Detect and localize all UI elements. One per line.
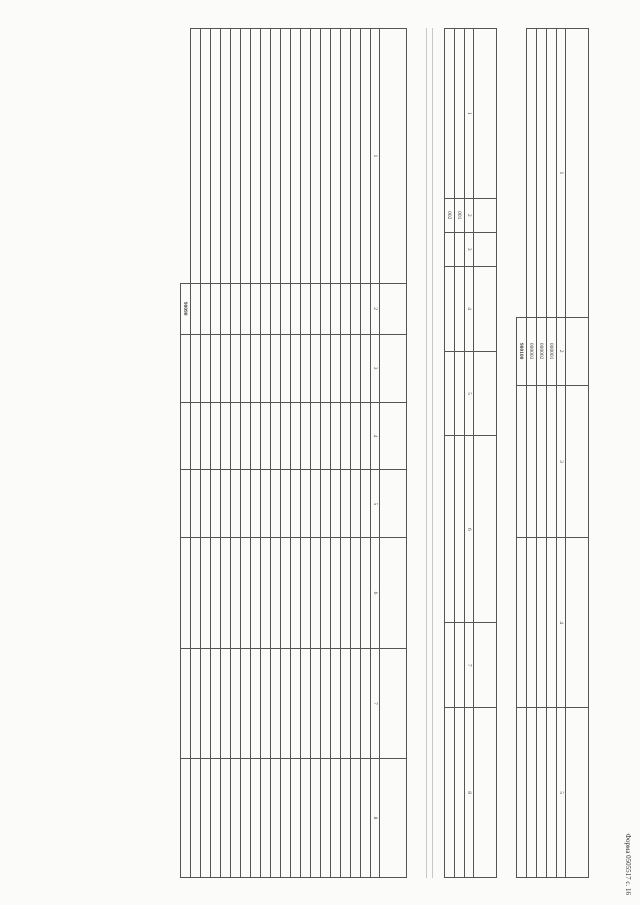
value-cell: [301, 538, 311, 648]
header-cell: [380, 402, 407, 470]
header-cell: [380, 538, 407, 648]
table-row: [261, 29, 271, 878]
value-cell: [261, 538, 271, 648]
row-code: 000002: [537, 317, 547, 385]
value-cell: [331, 334, 341, 402]
col-number: 8: [465, 708, 474, 878]
row-code: [311, 283, 321, 334]
row-code: [351, 283, 361, 334]
value-cell: [341, 648, 351, 758]
col-number: 4: [371, 402, 380, 470]
value-cell: [281, 334, 291, 402]
value-cell: [351, 648, 361, 758]
value-cell: [181, 538, 191, 648]
value-cell: [251, 759, 261, 878]
form-body: [172, 28, 600, 878]
row-name-cell: [321, 29, 331, 284]
header-cell: [380, 334, 407, 402]
table-row: [211, 29, 221, 878]
table-row: [221, 29, 231, 878]
value-cell: [361, 648, 371, 758]
header-cell: [474, 29, 497, 199]
value-cell: [251, 334, 261, 402]
value-cell: [261, 470, 271, 538]
row-code: [191, 283, 201, 334]
row-code: [361, 283, 371, 334]
value-cell: [351, 334, 361, 402]
section-5-5-table: [516, 28, 589, 878]
value-cell: [361, 334, 371, 402]
row-code: [321, 283, 331, 334]
value-cell: [281, 759, 291, 878]
value-cell: [231, 470, 241, 538]
value-cell: [321, 402, 331, 470]
value-cell: [455, 708, 465, 878]
header-cell: [380, 648, 407, 758]
table-row: [301, 29, 311, 878]
row-code: [341, 283, 351, 334]
value-cell: [445, 436, 455, 623]
header-cell: [380, 759, 407, 878]
value-cell: [281, 538, 291, 648]
row-code: [271, 283, 281, 334]
table-row: [231, 29, 241, 878]
value-cell: [547, 708, 557, 878]
value-cell: [445, 708, 455, 878]
value-cell: [191, 334, 201, 402]
spacer: [517, 29, 527, 318]
row-name-cell: [527, 29, 537, 318]
value-cell: [231, 648, 241, 758]
value-cell: [211, 648, 221, 758]
value-cell: [331, 759, 341, 878]
value-cell: [291, 648, 301, 758]
value-cell: [181, 648, 191, 758]
section-5-7-table: [180, 28, 407, 878]
row-code: [281, 283, 291, 334]
value-cell: [181, 334, 191, 402]
row-name-cell: [341, 29, 351, 284]
row-code: [251, 283, 261, 334]
value-cell: [271, 334, 281, 402]
value-cell: [251, 470, 261, 538]
section-5-5-title: [592, 28, 600, 878]
value-cell: [547, 385, 557, 538]
value-cell: [211, 470, 221, 538]
col-number: 4: [465, 266, 474, 351]
table-row: [361, 29, 371, 878]
value-cell: [271, 648, 281, 758]
section-5-6-table: [444, 28, 497, 878]
header-cell: [474, 198, 497, 232]
value-cell: [281, 402, 291, 470]
row-name-cell: [241, 29, 251, 284]
value-cell: [527, 385, 537, 538]
table-row: [281, 29, 291, 878]
row-code: [211, 283, 221, 334]
value-cell: [361, 470, 371, 538]
value-cell: [311, 538, 321, 648]
form-number: Форма 0505517 с. 16: [624, 833, 632, 895]
value-cell: [261, 334, 271, 402]
value-cell: [331, 402, 341, 470]
value-cell: [261, 402, 271, 470]
row-code: [241, 283, 251, 334]
row-code: 002: [445, 198, 455, 232]
table-row: [311, 29, 321, 878]
value-cell: [241, 470, 251, 538]
value-cell: [351, 402, 361, 470]
value-cell: [291, 470, 301, 538]
value-cell: [445, 266, 455, 351]
value-cell: [191, 538, 201, 648]
value-cell: [241, 648, 251, 758]
row-code: [301, 283, 311, 334]
col-number: 2: [371, 283, 380, 334]
table-row: [341, 29, 351, 878]
spacer: [181, 29, 191, 284]
table-row: [331, 29, 341, 878]
header-cell: [474, 266, 497, 351]
row-name-cell: [201, 29, 211, 284]
row-name-cell: [331, 29, 341, 284]
header-cell: [566, 385, 589, 538]
value-cell: [341, 759, 351, 878]
value-cell: [201, 334, 211, 402]
value-cell: [321, 759, 331, 878]
col-number: 5: [557, 708, 566, 878]
row-name-cell: [231, 29, 241, 284]
value-cell: [221, 470, 231, 538]
table-row: [291, 29, 301, 878]
col-number: 5: [465, 351, 474, 436]
value-cell: [231, 538, 241, 648]
value-cell: [211, 759, 221, 878]
col-number: 3: [557, 385, 566, 538]
value-cell: [527, 708, 537, 878]
value-cell: [271, 470, 281, 538]
value-cell: [311, 470, 321, 538]
value-cell: [211, 402, 221, 470]
value-cell: [221, 538, 231, 648]
value-cell: [221, 402, 231, 470]
value-cell: [321, 538, 331, 648]
value-cell: [251, 538, 261, 648]
table-row: [321, 29, 331, 878]
value-cell: [241, 759, 251, 878]
value-cell: [311, 648, 321, 758]
row-name-cell: [221, 29, 231, 284]
value-cell: [517, 708, 527, 878]
value-cell: [351, 538, 361, 648]
section-5-7-rows: [191, 29, 371, 878]
value-cell: [191, 759, 201, 878]
value-cell: [281, 648, 291, 758]
row-name-cell: [271, 29, 281, 284]
value-cell: [361, 402, 371, 470]
value-cell: [221, 759, 231, 878]
value-cell: [201, 538, 211, 648]
value-cell: [181, 402, 191, 470]
row-name-cell: [211, 29, 221, 284]
col-number: 7: [371, 648, 380, 758]
value-cell: [291, 538, 301, 648]
value-cell: [455, 351, 465, 436]
header-cell: [474, 708, 497, 878]
col-number: 5: [371, 470, 380, 538]
value-cell: [341, 538, 351, 648]
value-cell: [517, 538, 527, 708]
value-cell: [445, 623, 455, 708]
header-cell: [474, 232, 497, 266]
value-cell: [181, 759, 191, 878]
value-cell: [321, 470, 331, 538]
value-cell: [231, 759, 241, 878]
row-code: [291, 283, 301, 334]
value-cell: [231, 402, 241, 470]
value-cell: [311, 334, 321, 402]
row-code: [231, 283, 241, 334]
value-cell: [537, 708, 547, 878]
section-5-7-title: [410, 28, 418, 878]
value-cell: [181, 470, 191, 538]
value-cell: [291, 759, 301, 878]
value-cell: [341, 402, 351, 470]
value-cell: [547, 538, 557, 708]
total-code: 90090: [181, 283, 191, 334]
value-cell: [537, 538, 547, 708]
value-cell: [455, 266, 465, 351]
value-cell: [455, 436, 465, 623]
value-cell: [191, 648, 201, 758]
table-row: [351, 29, 361, 878]
col-number: 8: [371, 759, 380, 878]
total-code: 900100: [517, 317, 527, 385]
row-name-cell: [251, 29, 261, 284]
row-name-cell: [311, 29, 321, 284]
value-cell: [211, 538, 221, 648]
value-cell: [221, 334, 231, 402]
value-cell: [311, 402, 321, 470]
row-code: 000001: [547, 317, 557, 385]
footnote-block: [422, 28, 436, 878]
col-number: 1: [557, 29, 566, 318]
row-code: [221, 283, 231, 334]
row-code: [261, 283, 271, 334]
row-name-cell: [537, 29, 547, 318]
value-cell: [331, 470, 341, 538]
value-cell: [291, 334, 301, 402]
value-cell: [261, 648, 271, 758]
col-number: 6: [371, 538, 380, 648]
header-cell: [474, 436, 497, 623]
value-cell: [261, 759, 271, 878]
table-row: [241, 29, 251, 878]
value-cell: [251, 402, 261, 470]
value-cell: [201, 470, 211, 538]
value-cell: [241, 402, 251, 470]
header-cell: [380, 29, 407, 284]
value-cell: [271, 402, 281, 470]
value-cell: [211, 334, 221, 402]
value-cell: [301, 334, 311, 402]
row-code: [331, 283, 341, 334]
col-number: 3: [371, 334, 380, 402]
row-name-cell: [547, 29, 557, 318]
header-cell: [474, 623, 497, 708]
row-name-cell: [261, 29, 271, 284]
value-cell: [191, 402, 201, 470]
table-row: [251, 29, 261, 878]
header-cell: [566, 29, 589, 318]
header-cell: [474, 351, 497, 436]
value-cell: [445, 351, 455, 436]
col-number: 4: [557, 538, 566, 708]
value-cell: [271, 759, 281, 878]
col-number: 2: [557, 317, 566, 385]
row-name-cell: [361, 29, 371, 284]
col-number: 7: [465, 623, 474, 708]
row-name-cell: [191, 29, 201, 284]
value-cell: [341, 470, 351, 538]
value-cell: [241, 538, 251, 648]
value-cell: [281, 470, 291, 538]
value-cell: [361, 759, 371, 878]
value-cell: [517, 385, 527, 538]
header-cell: [566, 538, 589, 708]
value-cell: [321, 648, 331, 758]
row-name-cell: [351, 29, 361, 284]
value-cell: [455, 623, 465, 708]
value-cell: [301, 402, 311, 470]
value-cell: [361, 538, 371, 648]
value-cell: [351, 470, 361, 538]
value-cell: [351, 759, 361, 878]
row-name-cell: [445, 29, 455, 199]
col-number: 1: [465, 29, 474, 199]
value-cell: [321, 334, 331, 402]
header-cell: [380, 283, 407, 334]
value-cell: [201, 402, 211, 470]
value-cell: [537, 385, 547, 538]
value-cell: [301, 759, 311, 878]
header-cell: [566, 317, 589, 385]
section-5-6-title: [500, 28, 508, 878]
col-number: 2: [465, 198, 474, 232]
table-row: [191, 29, 201, 878]
value-cell: [231, 334, 241, 402]
value-cell: [455, 232, 465, 266]
value-cell: [291, 402, 301, 470]
table-row: [201, 29, 211, 878]
value-cell: [301, 648, 311, 758]
row-code: 001: [455, 198, 465, 232]
table-row: [271, 29, 281, 878]
value-cell: [271, 538, 281, 648]
col-number: 3: [465, 232, 474, 266]
header-cell: [380, 470, 407, 538]
col-number: 6: [465, 436, 474, 623]
row-name-cell: [455, 29, 465, 199]
row-name-cell: [291, 29, 301, 284]
row-name-cell: [301, 29, 311, 284]
value-cell: [241, 334, 251, 402]
value-cell: [201, 648, 211, 758]
row-code: 000003: [527, 317, 537, 385]
value-cell: [331, 648, 341, 758]
col-number: 1: [371, 29, 380, 284]
row-code: [201, 283, 211, 334]
value-cell: [221, 648, 231, 758]
value-cell: [331, 538, 341, 648]
value-cell: [301, 470, 311, 538]
value-cell: [445, 232, 455, 266]
value-cell: [311, 759, 321, 878]
value-cell: [191, 470, 201, 538]
value-cell: [527, 538, 537, 708]
header-cell: [566, 708, 589, 878]
value-cell: [201, 759, 211, 878]
value-cell: [251, 648, 261, 758]
row-name-cell: [281, 29, 291, 284]
value-cell: [341, 334, 351, 402]
